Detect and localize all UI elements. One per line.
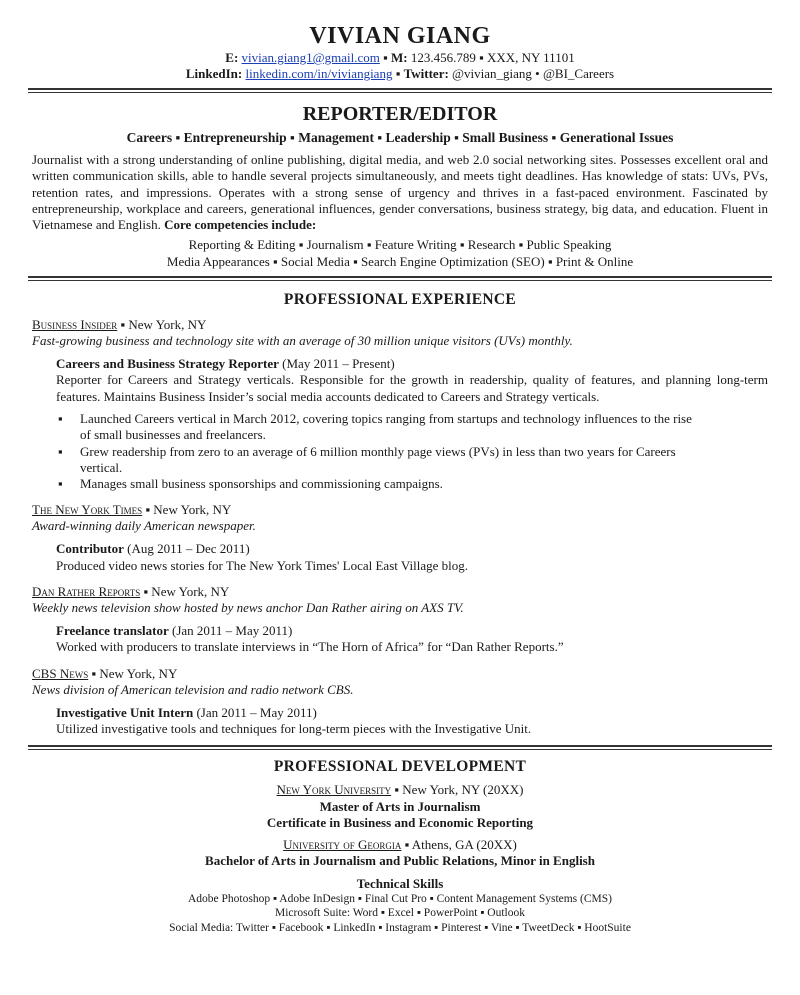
separator: ▪	[395, 66, 401, 81]
competencies	[32, 237, 768, 270]
achievement-list	[32, 411, 768, 492]
position-description: Produced video news stories for The New York Times' Local East Village blog.	[56, 557, 468, 573]
employer-description: Award-winning daily American newspaper.	[32, 518, 256, 534]
employer	[32, 584, 768, 600]
job-title: REPORTER/EDITOR	[302, 103, 498, 125]
school	[32, 782, 768, 832]
location: XXX, NY 11101	[486, 50, 575, 65]
achievement-text: Grew readership from zero to an average of 6 million monthly page views (PVs) in less than two years for Careers vertical.	[80, 443, 676, 475]
position-description: Reporter for Careers and Strategy verticals. Responsible for the growth in readership, quality of features, and planning long-term features. Maintains Business Insider’s social media accounts dedicated to Careers and Strategy verticals.	[56, 372, 768, 404]
linkedin-label: LinkedIn:	[185, 66, 243, 81]
separator: ▪	[383, 50, 388, 65]
position	[32, 705, 768, 738]
email-link[interactable]: vivian.giang1@gmail.com	[241, 50, 380, 65]
position-title: Freelance translator	[56, 623, 169, 639]
school-name: University of Georgia	[283, 836, 402, 852]
tech-skills-line: Adobe Photoshop ▪ Adobe InDesign ▪ Final Cut Pro ▪ Content Management Systems (CMS)	[188, 892, 612, 905]
employer-description: News division of American television and radio network CBS.	[32, 681, 354, 697]
employer	[32, 666, 768, 682]
employer-location: ▪ New York, NY	[140, 584, 230, 600]
position-description: Worked with producers to translate interviews in “The Horn of Africa” for “Dan Rather Reports.”	[56, 639, 564, 655]
employer-name: Dan Rather Reports	[32, 584, 141, 600]
tech-skills-line: Microsoft Suite: Word ▪ Excel ▪ PowerPoint ▪ Outlook	[274, 907, 526, 920]
twitter-handles: @vivian_giang • @BI_Careers	[452, 66, 615, 81]
competencies-line: Media Appearances ▪ Social Media ▪ Search Engine Optimization (SEO) ▪ Print & Online	[166, 253, 634, 269]
position-dates: (May 2011 – Present)	[278, 356, 395, 372]
employer-description: Fast-growing business and technology site with an average of 30 million unique visitors (UVs) monthly.	[32, 333, 573, 349]
linkedin-link[interactable]: linkedin.com/in/viviangiang	[245, 66, 393, 81]
employer-description: Weekly news television show hosted by news anchor Dan Rather airing on AXS TV.	[32, 600, 464, 616]
position	[32, 623, 768, 656]
school	[32, 837, 768, 870]
list-item	[58, 443, 768, 477]
position-dates: (Jan 2011 – May 2011)	[168, 623, 293, 639]
degree: Master of Arts in Journalism	[319, 798, 481, 814]
core-competencies-label: Core competencies include:	[164, 217, 317, 233]
tech-skills-line: Social Media: Twitter ▪ Facebook ▪ LinkedIn ▪ Instagram ▪ Pinterest ▪ Vine ▪ TweetDeck ▪ HootSuite	[169, 921, 631, 934]
twitter-label: Twitter:	[403, 66, 449, 81]
employer-name: Business Insider	[32, 317, 118, 333]
employer	[32, 317, 768, 333]
degree: Bachelor of Arts in Journalism and Public Relations, Minor in English	[205, 853, 595, 869]
divider	[28, 276, 772, 281]
employer-location: ▪ New York, NY	[117, 317, 207, 333]
bullet-icon: ▪	[58, 443, 63, 459]
competencies-line: Reporting & Editing ▪ Journalism ▪ Feature Writing ▪ Research ▪ Public Speaking	[188, 237, 612, 253]
email-label: E:	[225, 50, 239, 65]
development-heading: PROFESSIONAL DEVELOPMENT	[273, 758, 527, 776]
achievement-text: Manages small business sponsorships and commissioning campaigns.	[80, 476, 443, 492]
bullet-icon: ▪	[58, 476, 63, 492]
position-title: Careers and Business Strategy Reporter	[56, 356, 279, 372]
list-item	[58, 410, 768, 444]
divider	[28, 88, 772, 93]
position-title: Contributor	[56, 541, 124, 557]
employer-location: ▪ New York, NY	[88, 665, 178, 681]
position	[32, 541, 768, 574]
divider	[28, 745, 772, 750]
contact-line-2	[32, 66, 768, 82]
summary-text: Journalist with a strong understanding of online publishing, digital media, and web 2.0 social networking sites. Possesses excellent oral and written communication skills, able to handle several projects simultaneously, and meets tight deadlines. Has knowledge of stats: UVs, PVs, retention rates, and impressions. Operates with a strong sense of urgency and thrives in a fast-paced environment. Fascinated by entrepreneurship, workplace and careers, generational influences, gender conversations, business strategy, big data, and education. Fluent in Vietnamese and English.	[32, 152, 768, 233]
separator: ▪	[479, 50, 484, 65]
employer-name: CBS News	[32, 665, 89, 681]
list-item	[58, 476, 768, 492]
summary	[32, 152, 768, 233]
mobile-number: 123.456.789	[410, 50, 476, 65]
tech-skills-heading: Technical Skills	[356, 875, 444, 891]
achievement-text: Launched Careers vertical in March 2012, covering topics ranging from startups and technology influences to the rise of small businesses and freelancers.	[80, 410, 692, 443]
position-description: Utilized investigative tools and techniques for long-term pieces with the Investigative Unit.	[56, 720, 532, 736]
school-name: New York University	[276, 782, 392, 798]
contact-line-1	[32, 50, 768, 66]
position-dates: (Jan 2011 – May 2011)	[193, 704, 317, 720]
employer	[32, 502, 768, 518]
position	[32, 356, 768, 405]
tech-skills	[32, 892, 768, 936]
bullet-icon: ▪	[58, 410, 63, 426]
position-dates: (Aug 2011 – Dec 2011)	[123, 541, 250, 557]
experience-heading: PROFESSIONAL EXPERIENCE	[283, 291, 517, 309]
employer-location: ▪ New York, NY	[142, 502, 232, 518]
keywords: Careers ▪ Entrepreneurship ▪ Management ▪ Leadership ▪ Small Business ▪ Generational Issues	[126, 130, 674, 145]
mobile-label: M:	[390, 50, 408, 65]
employer-name: The New York Times	[32, 502, 143, 518]
certificate: Certificate in Business and Economic Reporting	[266, 815, 534, 831]
candidate-name: VIVIAN GIANG	[309, 23, 491, 49]
position-title: Investigative Unit Intern	[56, 704, 194, 720]
school-location: ▪ New York, NY (20XX)	[391, 782, 524, 798]
school-location: ▪ Athens, GA (20XX)	[401, 836, 517, 852]
